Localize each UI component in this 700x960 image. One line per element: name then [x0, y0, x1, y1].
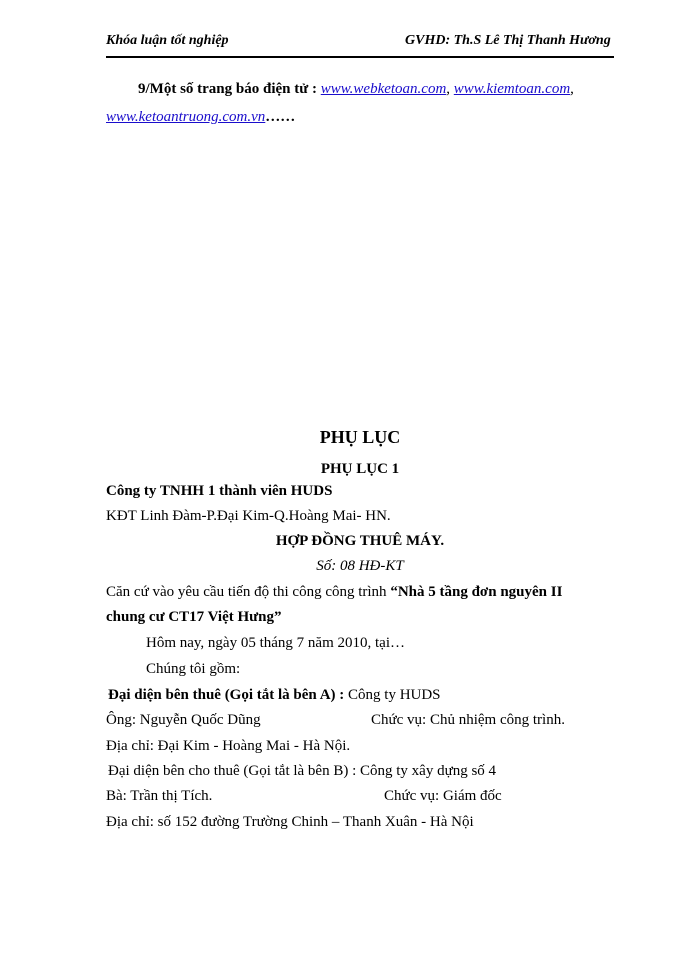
- we-are-line: Chúng tôi gồm:: [146, 661, 241, 677]
- header-rule: [106, 56, 614, 58]
- party-a-person: Ông: Nguyễn Quốc Dũng: [106, 712, 261, 728]
- link-kiemtoan[interactable]: www.kiemtoan.com: [453, 81, 571, 97]
- reference-item-9-line2: [106, 109, 295, 126]
- party-a-address: Địa chỉ: Đại Kim - Hoàng Mai - Hà Nội.: [106, 738, 351, 754]
- contract-title: HỢP ĐỒNG THUÊ MÁY.: [275, 533, 445, 549]
- header-left: Khóa luận tốt nghiệp: [106, 33, 229, 48]
- contract-number: Số: 08 HĐ-KT: [316, 558, 404, 574]
- link-ketoantruong[interactable]: www.ketoantruong.com.vn: [106, 109, 266, 125]
- party-a-line: [108, 687, 441, 704]
- reference-ellipsis: ……: [265, 109, 296, 125]
- today-line: Hôm nay, ngày 05 tháng 7 năm 2010, tại…: [146, 635, 405, 651]
- reference-item-9: [138, 81, 574, 98]
- basis-line-1: [106, 584, 562, 601]
- reference-sep-1: ,: [446, 81, 454, 97]
- reference-sep-2: ,: [570, 81, 574, 97]
- basis-project: “Nhà 5 tầng đơn nguyên II: [390, 584, 563, 600]
- company-name: Công ty TNHH 1 thành viên HUDS: [106, 483, 333, 499]
- link-webketoan[interactable]: www.webketoan.com: [320, 81, 447, 97]
- party-b-address: Địa chỉ: số 152 đường Trường Chinh – Thanh Xuân - Hà Nội: [106, 814, 474, 830]
- party-a-label: Đại diện bên thuê (Gọi tắt là bên A) :: [108, 687, 345, 703]
- company-address: KĐT Linh Đàm-P.Đại Kim-Q.Hoàng Mai- HN.: [106, 508, 391, 524]
- party-a-value: Công ty HUDS: [344, 687, 441, 703]
- party-a-position: Chức vụ: Chủ nhiệm công trình.: [371, 712, 565, 728]
- party-b-line: Đại diện bên cho thuê (Gọi tắt là bên B) : Công ty xây dựng số 4: [108, 763, 497, 779]
- reference-item-9-prefix: 9/Một số trang báo điện tử :: [138, 81, 321, 97]
- party-b-person: Bà: Trần thị Tích.: [106, 788, 213, 804]
- appendix-title: PHỤ LỤC: [319, 427, 401, 447]
- header-right: GVHD: Th.S Lê Thị Thanh Hương: [405, 33, 611, 48]
- basis-prefix: Căn cứ vào yêu cầu tiến độ thi công công trình: [106, 584, 391, 600]
- party-b-position: Chức vụ: Giám đốc: [384, 788, 502, 804]
- appendix-subtitle: PHỤ LỤC 1: [320, 461, 400, 477]
- basis-line-2: chung cư CT17 Việt Hưng”: [106, 609, 282, 625]
